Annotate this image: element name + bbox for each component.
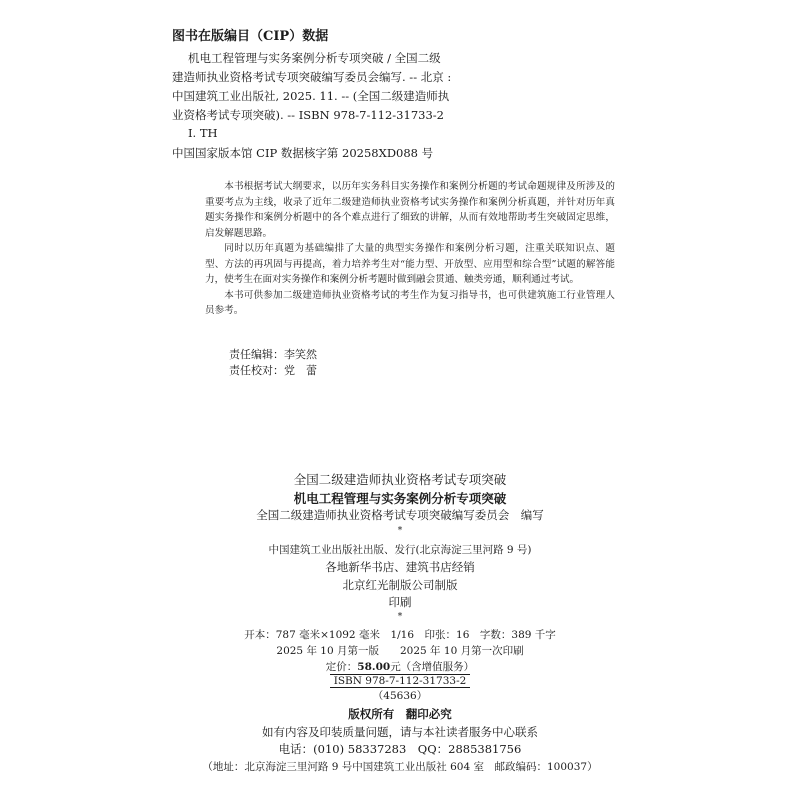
contact-address: （地址：北京海淀三里河路 9 号中国建筑工业出版社 604 室 邮政编码：100037） bbox=[202, 761, 598, 773]
book-abstract bbox=[205, 179, 615, 319]
author-line: 全国二级建造师执业资格考试专项突破编写委员会 编写 bbox=[256, 508, 544, 522]
price-line bbox=[0, 659, 800, 674]
price-label: 定价： bbox=[325, 661, 358, 673]
publisher-line: 中国建筑工业出版社出版、发行(北京海淀三里河路 9 号) bbox=[268, 544, 532, 556]
responsible-proofreader bbox=[229, 362, 317, 378]
quality-notice: 如有内容及印装质量问题，请与本社读者服务中心联系 bbox=[262, 725, 538, 739]
abstract-paragraph: 本书可供参加二级建造师执业资格考试的考生作为复习指导书，也可供建筑施工行业管理人员参考。 bbox=[205, 289, 615, 316]
distributor-line: 各地新华书店、建筑书店经销 bbox=[325, 560, 475, 574]
separator-star: * bbox=[397, 612, 403, 622]
edition-line: 2025 年 10 月第一版 2025 年 10 月第一次印刷 bbox=[276, 645, 524, 657]
printer-line: 印刷 bbox=[388, 595, 412, 609]
separator-star: * bbox=[397, 526, 403, 536]
responsible-editor bbox=[229, 346, 317, 362]
abstract-paragraph: 本书根据考试大纲要求，以历年实务科目实务操作和案例分析题的考试命题规律及所涉及的重要考点为主线，收录了近年二级建造师执业资格考试实务操作和案例分析真题，并针对历年真题实务操作和案例分析题中的各个难点进行了细致的讲解，从而有效地帮助考生突破固定思维，启发解题思路。 bbox=[205, 181, 615, 239]
isbn: ISBN 978-7-112-31733-2 bbox=[330, 674, 471, 688]
platemaker-line: 北京红光制版公司制版 bbox=[342, 578, 458, 592]
series-name: 全国二级建造师执业资格考试专项突破 bbox=[293, 472, 507, 487]
cip-line-2: 建造师执业资格考试专项突破编写委员会编写. -- 北京 : bbox=[172, 70, 452, 84]
book-title: 机电工程管理与实务案例分析专项突破 bbox=[293, 491, 507, 506]
rights-notice: 版权所有 翻印必究 bbox=[348, 707, 452, 721]
isbn-line bbox=[0, 674, 800, 688]
book-code: （45636） bbox=[372, 690, 428, 702]
price-value: 58.00 bbox=[357, 661, 391, 673]
contact-phone: 电话：(010) 58337283 QQ：2885381756 bbox=[278, 742, 522, 756]
format-specs: 开本：787 毫米×1092 毫米 1/16 印张：16 字数：389 千字 bbox=[244, 629, 556, 641]
price-suffix: 元（含增值服务） bbox=[390, 661, 475, 673]
editor-label: 责任编辑： bbox=[229, 348, 284, 361]
cip-heading: 图书在版编目（CIP）数据 bbox=[172, 29, 329, 44]
editor-name: 李笑然 bbox=[284, 348, 317, 361]
cip-line-3: 中国建筑工业出版社, 2025. 11. -- (全国二级建造师执 bbox=[172, 89, 450, 103]
cip-line-4: 业资格考试专项突破). -- ISBN 978-7-112-31733-2 bbox=[172, 108, 444, 122]
cip-classification: Ⅰ. TH bbox=[188, 126, 218, 140]
proof-label: 责任校对： bbox=[229, 364, 284, 377]
cip-line-1: 机电工程管理与实务案例分析专项突破 / 全国二级 bbox=[188, 51, 441, 65]
proof-name: 党 蕾 bbox=[284, 364, 317, 377]
cip-record-number: 中国国家版本馆 CIP 数据核字第 20258XD088 号 bbox=[172, 146, 434, 160]
abstract-paragraph: 同时以历年真题为基础编排了大量的典型实务操作和案例分析习题，注重关联知识点、题型、方法的再巩固与再提高，着力培养考生对“能力型、开放型、应用型和综合型”试题的解答能力，使考生在面对实务操作和案例分析考题时做到融会贯通、触类旁通，顺利通过考试。 bbox=[205, 243, 615, 285]
